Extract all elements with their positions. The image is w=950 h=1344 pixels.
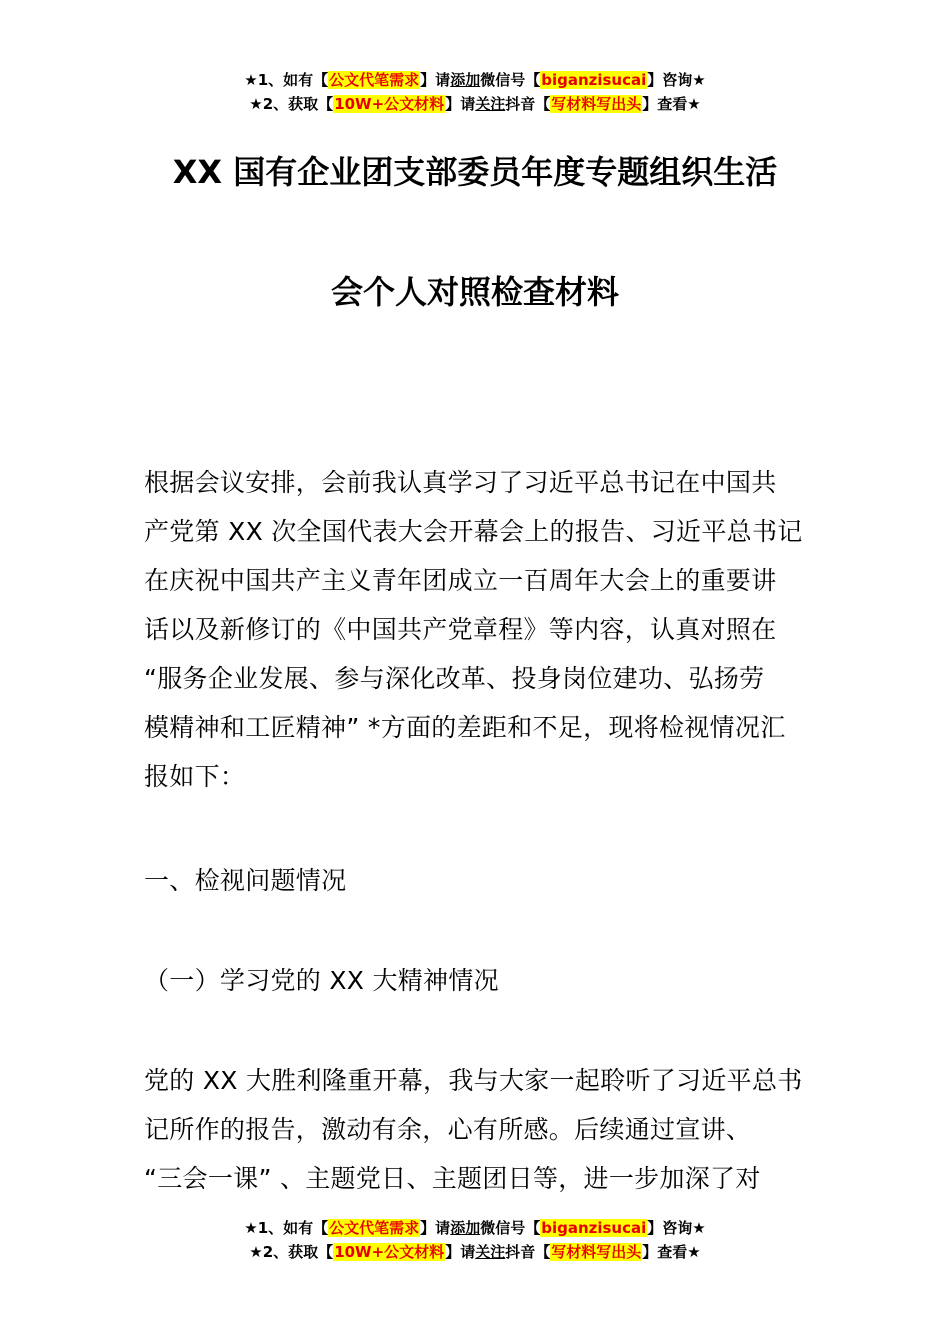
banner-highlight: 公文代笔需求	[329, 71, 420, 89]
paragraph-line: 记所作的报告，激动有余，心有所感。后续通过宣讲、	[144, 1115, 752, 1144]
bottom-banner	[0, 1216, 950, 1264]
banner-text: 】查看★	[642, 1243, 701, 1261]
banner-text: 】请	[420, 71, 451, 89]
banner-highlight: 写材料写出头	[551, 1243, 642, 1261]
banner-underlined-text: 关注	[475, 1243, 506, 1261]
paragraph-line: 根据会议安排，会前我认真学习了习近平总书记在中国共	[144, 468, 777, 497]
paragraph-line: 报如下：	[144, 762, 246, 791]
banner-line-2	[0, 1240, 950, 1264]
document-title-line-2: 会个人对照检查材料	[330, 273, 619, 311]
banner-text: 】咨询★	[647, 1219, 706, 1237]
banner-underlined-text: 添加	[450, 71, 481, 89]
banner-highlight: biganzisucai	[541, 71, 647, 89]
banner-text: ★1、如有【	[244, 71, 329, 89]
paragraph-line: “三会一课” 、主题党日、主题团日等，进一步加深了对	[144, 1164, 761, 1193]
banner-text: 抖音【	[505, 1243, 551, 1261]
paragraph-line: 党的 XX 大胜利隆重开幕，我与大家一起聆听了习近平总书	[144, 1066, 803, 1095]
subsection-heading-1: （一）学习党的 XX 大精神情况	[144, 966, 499, 995]
banner-text: 】查看★	[642, 95, 701, 113]
banner-text: 】咨询★	[647, 71, 706, 89]
banner-highlight: 10W+公文材料	[334, 95, 445, 113]
paragraph-line: “服务企业发展、参与深化改革、投身岗位建功、弘扬劳	[144, 664, 765, 693]
banner-highlight: biganzisucai	[541, 1219, 647, 1237]
document-title-line-1: XX 国有企业团支部委员年度专题组织生活	[172, 153, 778, 191]
intro-paragraph	[144, 458, 809, 801]
banner-text: ★2、获取【	[249, 1243, 334, 1261]
paragraph-line: 话以及新修订的《中国共产党章程》等内容，认真对照在	[144, 615, 777, 644]
banner-underlined-text: 关注	[475, 95, 506, 113]
top-banner	[0, 68, 950, 116]
banner-text: 】请	[420, 1219, 451, 1237]
banner-text: 】请	[445, 1243, 476, 1261]
banner-line-1	[0, 1216, 950, 1240]
banner-underlined-text: 添加	[450, 1219, 481, 1237]
banner-line-2	[0, 92, 950, 116]
section-heading-1: 一、检视问题情况	[144, 866, 347, 895]
banner-text: 抖音【	[505, 95, 551, 113]
body-paragraph	[144, 1056, 809, 1203]
banner-highlight: 10W+公文材料	[334, 1243, 445, 1261]
banner-highlight: 写材料写出头	[551, 95, 642, 113]
banner-text: 微信号【	[480, 71, 541, 89]
banner-highlight: 公文代笔需求	[329, 1219, 420, 1237]
paragraph-line: 在庆祝中国共产主义青年团成立一百周年大会上的重要讲	[144, 566, 777, 595]
paragraph-line: 产党第 XX 次全国代表大会开幕会上的报告、习近平总书记	[144, 517, 803, 546]
banner-text: ★2、获取【	[249, 95, 334, 113]
banner-line-1	[0, 68, 950, 92]
banner-text: 微信号【	[480, 1219, 541, 1237]
paragraph-line: 模精神和工匠精神” *方面的差距和不足，现将检视情况汇	[144, 713, 786, 742]
banner-text: ★1、如有【	[244, 1219, 329, 1237]
banner-text: 】请	[445, 95, 476, 113]
